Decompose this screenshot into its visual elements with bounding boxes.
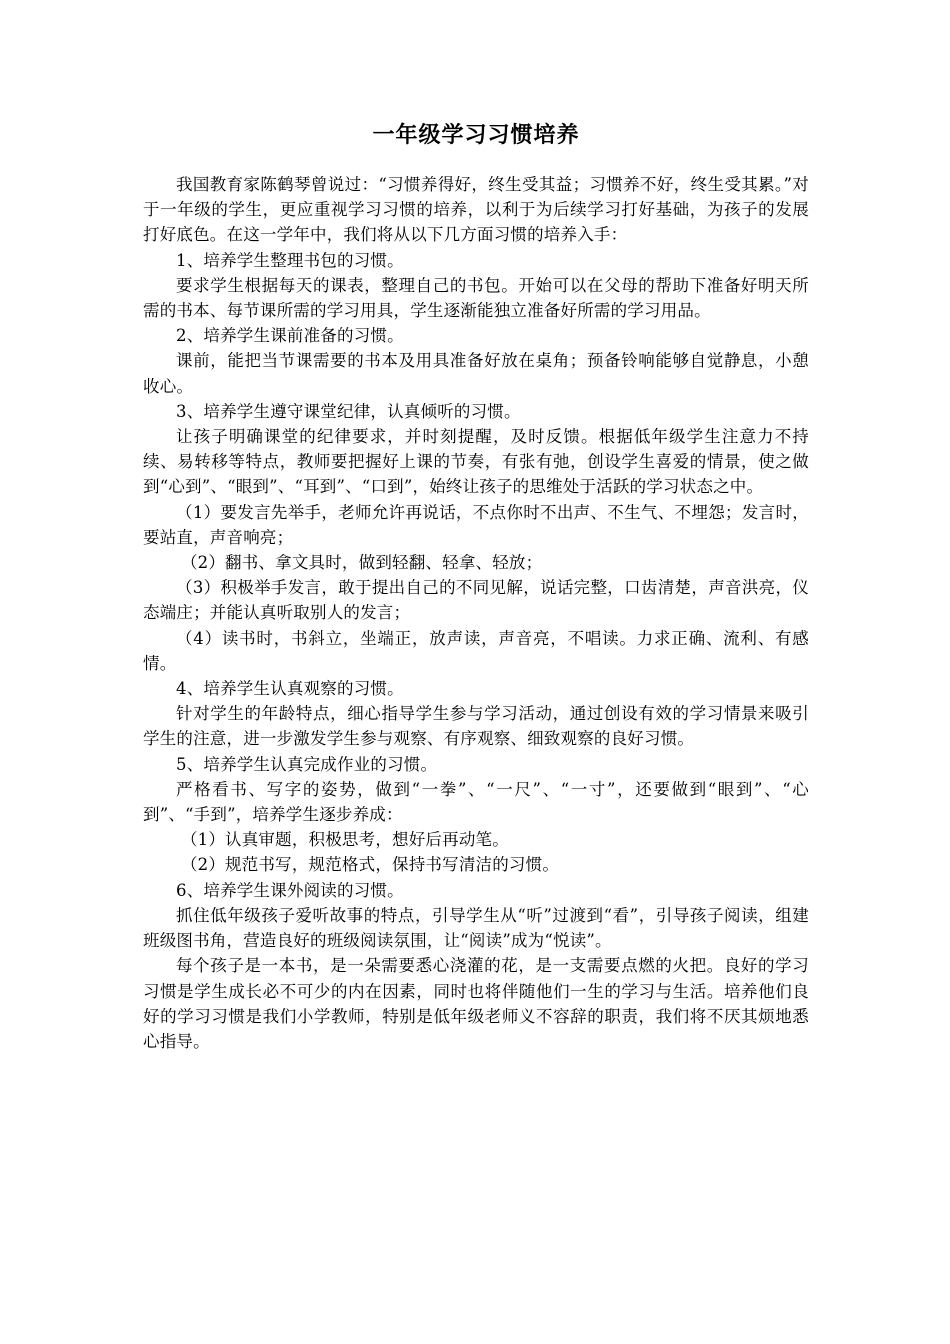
- list-item-3-4: （4）读书时，书斜立，坐端正，放声读，声音亮，不唱读。力求正确、流利、有感情。: [143, 628, 809, 673]
- list-item-3-3: （3）积极举手发言，敢于提出自己的不同见解，说话完整，口齿清楚，声音洪亮，仪态端庄；并能认真听取别人的发言；: [143, 578, 809, 623]
- intro-paragraph: 我国教育家陈鹤琴曾说过：“习惯养得好，终生受其益；习惯养不好，终生受其累。”对于一年级的学生，更应重视学习习惯的培养，以利于为后续学习打好基础，为孩子的发展打好底色。在这一学年中，我们将从以下几方面习惯的培养入手：: [143, 175, 809, 245]
- document-page: [143, 118, 809, 1054]
- list-item-5-1: （1）认真审题，积极思考，想好后再动笔。: [180, 830, 509, 850]
- list-item-5-2: （2）规范书写，规范格式，保持书写清洁的习惯。: [180, 855, 560, 875]
- document-title: 一年级学习习惯培养: [372, 122, 580, 148]
- list-item-3-2: （2）翻书、拿文具时，做到轻翻、轻拿、轻放；: [180, 553, 543, 573]
- list-item-3-1: （1）要发言先举手，老师允许再说话，不点你时不出声、不生气、不埋怨；发言时，要站直，声音响亮；: [143, 502, 809, 547]
- section-heading-2: 2、培养学生课前准备的习惯。: [176, 326, 404, 346]
- section-body-2: 课前，能把当节课需要的书本及用具准备好放在桌角；预备铃响能够自觉静息，小憩收心。: [143, 351, 809, 396]
- section-body-6: 抓住低年级孩子爱听故事的特点，引导学生从“听”过渡到“看”，引导孩子阅读，组建班级图书角，营造良好的班级阅读氛围，让“阅读”成为“悦读”。: [143, 905, 809, 951]
- section-heading-5: 5、培养学生认真完成作业的习惯。: [176, 754, 438, 774]
- section-body-5: 严格看书、写字的姿势，做到“一拳”、“一尺”、“一寸”，还要做到“眼到”、“心到”、“手到”，培养学生逐步养成：: [143, 779, 809, 825]
- section-heading-4: 4、培养学生认真观察的习惯。: [176, 679, 404, 699]
- section-body-4: 针对学生的年龄特点，细心指导学生参与学习活动，通过创设有效的学习情景来吸引学生的注意，进一步激发学生参与观察、有序观察、细致观察的良好习惯。: [143, 704, 809, 749]
- section-body-3: 让孩子明确课堂的纪律要求，并时刻提醒，及时反馈。根据低年级学生注意力不持续、易转移等特点，教师要把握好上课的节奏，有张有弛，创设学生喜爱的情景，使之做到“心到”、“眼到”、“耳到”、“口到”，始终让孩子的思维处于活跃的学习状态之中。: [143, 427, 809, 497]
- section-body-1: 要求学生根据每天的课表，整理自己的书包。开始可以在父母的帮助下准备好明天所需的书本、每节课所需的学习用具，学生逐渐能独立准备好所需的学习用品。: [143, 275, 809, 321]
- closing-paragraph: 每个孩子是一本书，是一朵需要悉心浇灌的花，是一支需要点燃的火把。良好的学习习惯是学生成长必不可少的内在因素，同时也将伴随他们一生的学习与生活。培养他们良好的学习习惯是我们小学教师，特别是低年级老师义不容辞的职责，我们将不厌其烦地悉心指导。: [143, 956, 809, 1051]
- section-heading-3: 3、培养学生遵守课堂纪律，认真倾听的习惯。: [176, 401, 521, 421]
- section-heading-6: 6、培养学生课外阅读的习惯。: [176, 880, 404, 900]
- section-heading-1: 1、培养学生整理书包的习惯。: [176, 250, 404, 270]
